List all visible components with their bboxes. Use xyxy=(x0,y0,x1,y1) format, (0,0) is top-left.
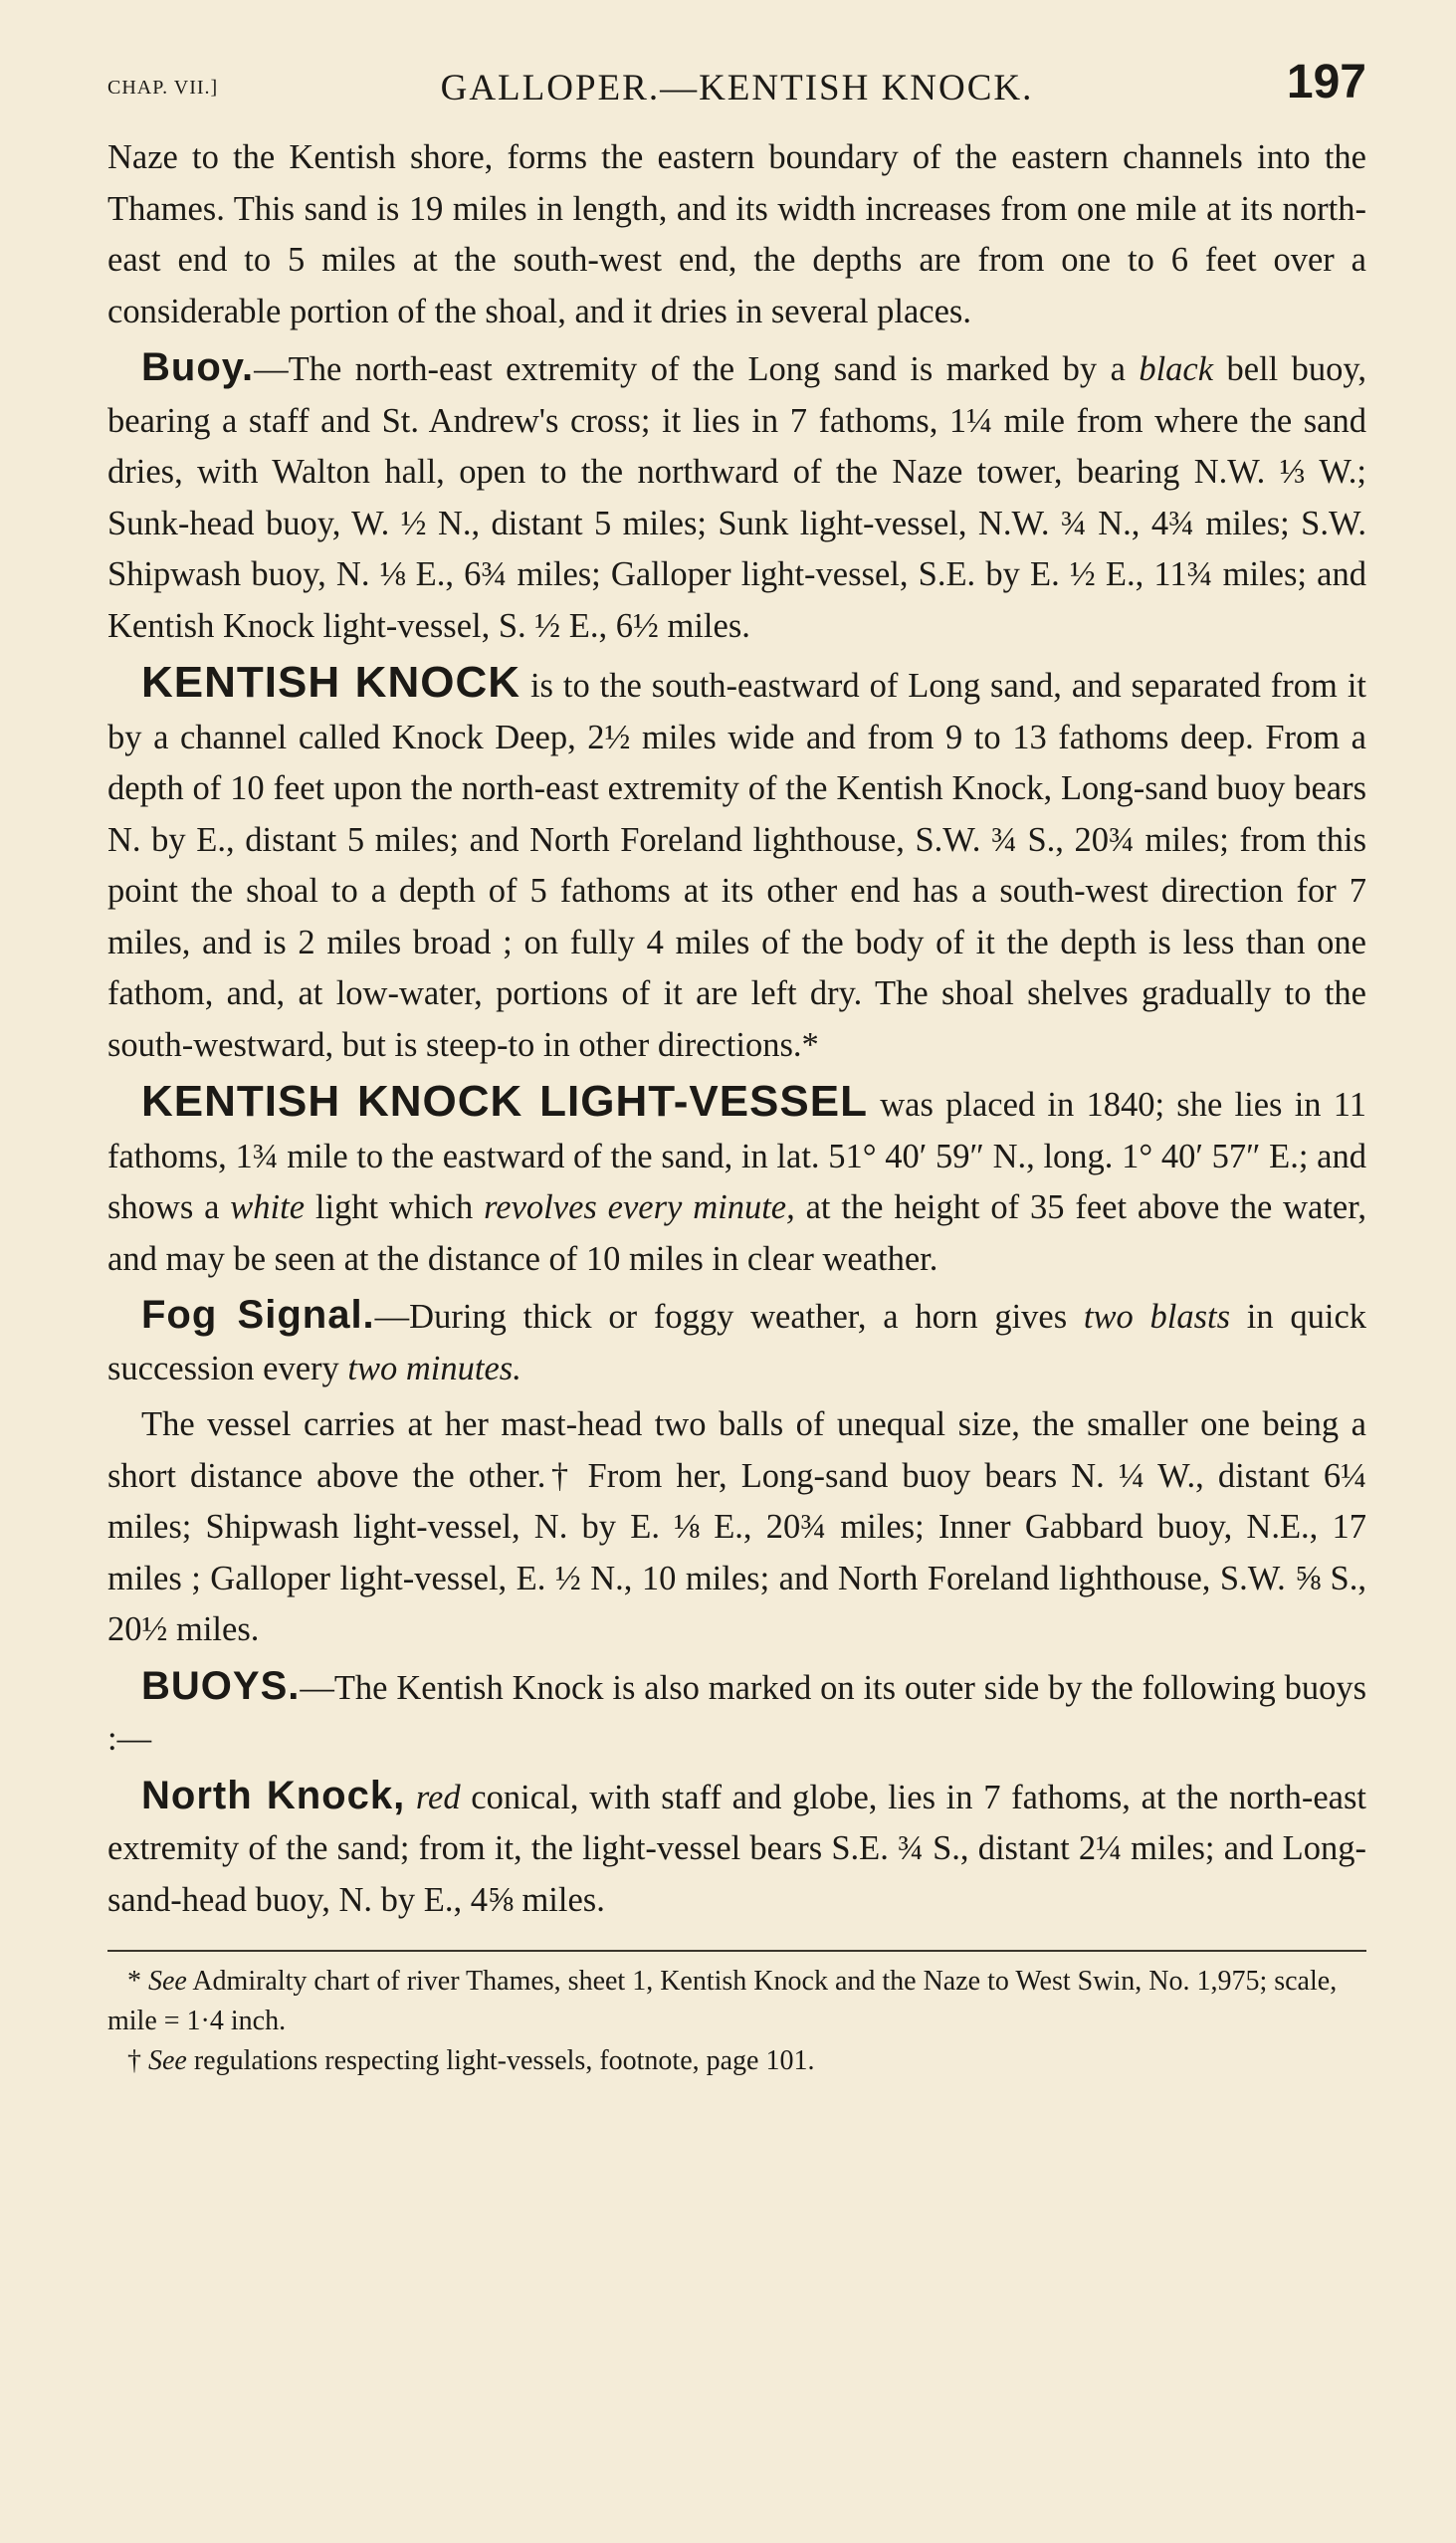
paragraph-buoys xyxy=(107,1661,1366,1766)
paragraph-text: in quick succession every xyxy=(107,1298,1367,1387)
footnote-2 xyxy=(107,2041,1366,2081)
page-title: GALLOPER.—KENTISH KNOCK. xyxy=(440,68,1034,108)
paragraph-text: Naze to the Kentish shore, forms the eastern boundary of the eastern channels into the Thames. This sand is 19 miles in length, and its width increases from one mile at its north-east end to 5 miles at the south-west end, the depths are from one to 6 feet over a considerable portion of the shoal, and it dries in several places. xyxy=(107,138,1366,330)
footnote-divider xyxy=(107,1950,1366,1952)
paragraph-text: —The Kentish Knock is also marked on its outer side by the following buoys :— xyxy=(107,1668,1366,1758)
footnote-mark: † xyxy=(127,2045,148,2076)
paragraph-text: was placed in 1840; she lies in 11 fathoms, 1¾ mile to the eastward of the sand, in lat. 51° 40′ 59″ N., long. 1° 40′ 57″ E.; and shows a xyxy=(107,1086,1366,1226)
paragraph-light-vessel xyxy=(107,1076,1366,1285)
italic-text: white xyxy=(230,1188,306,1226)
paragraph-vessel xyxy=(107,1399,1366,1656)
section-heading-fog-signal: Fog Signal. xyxy=(141,1293,375,1337)
footnote-1 xyxy=(107,1962,1366,2041)
italic-text: two minutes. xyxy=(347,1349,521,1387)
paragraph-north-knock xyxy=(107,1771,1366,1927)
paragraph-text: The vessel carries at her mast-head two balls of unequal size, the smaller one being a short distance above the other.† From her, Long-sand buoy bears N. ¼ W., distant 6¼ miles; Shipwash light-vessel, N. by E. ⅛ E., 20¾ miles; Inner Gabbard buoy, N.E., 17 miles ; Galloper light-vessel, E. ½ N., 10 miles; and North Foreland lighthouse, S.W. ⅝ S., 20½ miles. xyxy=(107,1405,1366,1648)
section-heading-kentish-knock: KENTISH KNOCK xyxy=(141,658,520,707)
paragraph-text: —During thick or foggy weather, a horn gives xyxy=(374,1298,1084,1336)
section-heading-buoys: BUOYS. xyxy=(141,1663,301,1708)
footnotes xyxy=(107,1962,1366,2081)
chapter-label: CHAP. VII.] xyxy=(107,77,219,99)
paragraph-text: bell buoy, bearing a staff and St. Andrew's cross; it lies in 7 fathoms, 1¼ mile from where the sand dries, with Walton hall, open to the northward of the Naze tower, bearing N.W. ⅓ W.; Sunk-head buoy, W. ½ N., distant 5 miles; Sunk light-vessel, N.W. ¾ N., 4¾ miles; S.W. Shipwash buoy, N. ⅛ E., 6¾ miles; Galloper light-vessel, S.E. by E. ½ E., 11¾ miles; and Kentish Knock light-vessel, S. ½ E., 6½ miles. xyxy=(107,350,1366,645)
section-heading-buoy: Buoy. xyxy=(141,345,255,389)
paragraph-text: conical, with staff and globe, lies in 7 fathoms, at the north-east extremity of the sand; from it, the light-vessel bears S.E. ¾ S., distant 2¼ miles; and Long-sand-head buoy, N. by E., 4⅝ miles. xyxy=(107,1778,1366,1919)
paragraph-text: light which xyxy=(305,1188,485,1226)
footnote-mark: * xyxy=(127,1966,148,1997)
italic-text: two blasts xyxy=(1083,1298,1231,1336)
paragraph-text: is to the south-eastward of Long sand, and separated from it by a channel called Knock Deep, 2½ miles wide and from 9 to 13 fathoms deep. From a depth of 10 feet upon the north-east extremity of the Kentish Knock, Long-sand buoy bears N. by E., distant 5 miles; and North Foreland lighthouse, S.W. ¾ S., 20¾ miles; from this point the shoal to a depth of 5 fathoms at its other end has a south-west direction for 7 miles, and is 2 miles broad ; on fully 4 miles of the body of it the depth is less than one fathom, and, at low-water, portions of it are left dry. The shoal shelves gradually to the south-westward, but is steep-to in other directions.* xyxy=(107,667,1366,1064)
paragraph-kentish-knock xyxy=(107,657,1366,1071)
section-heading-north-knock: North Knock, xyxy=(141,1773,406,1817)
italic-text: See xyxy=(148,2045,187,2076)
page-number: 197 xyxy=(1286,56,1366,108)
body-text xyxy=(107,132,1366,1926)
paragraph-buoy xyxy=(107,342,1366,652)
footnote-text: regulations respecting light-vessels, footnote, page 101. xyxy=(186,2045,815,2076)
paragraph-text: at the height of 35 feet above the water, and may be seen at the distance of 10 miles in clear weather. xyxy=(107,1188,1366,1278)
section-heading-light-vessel: KENTISH KNOCK LIGHT-VESSEL xyxy=(141,1077,868,1126)
italic-text: See xyxy=(148,1966,187,1997)
footnote-text: Admiralty chart of river Thames, sheet 1, Kentish Knock and the Naze to West Swin, No. 1,975; scale, mile = 1·4 inch. xyxy=(107,1966,1338,2036)
paragraph-long-sand xyxy=(107,132,1366,337)
paragraph-fog-signal xyxy=(107,1290,1366,1394)
italic-text: red xyxy=(415,1778,461,1816)
italic-text: revolves every minute, xyxy=(484,1188,795,1226)
italic-text: black xyxy=(1139,350,1214,388)
paragraph-text: —The north-east extremity of the Long sand is marked by a xyxy=(254,350,1140,388)
running-header xyxy=(107,55,1366,114)
